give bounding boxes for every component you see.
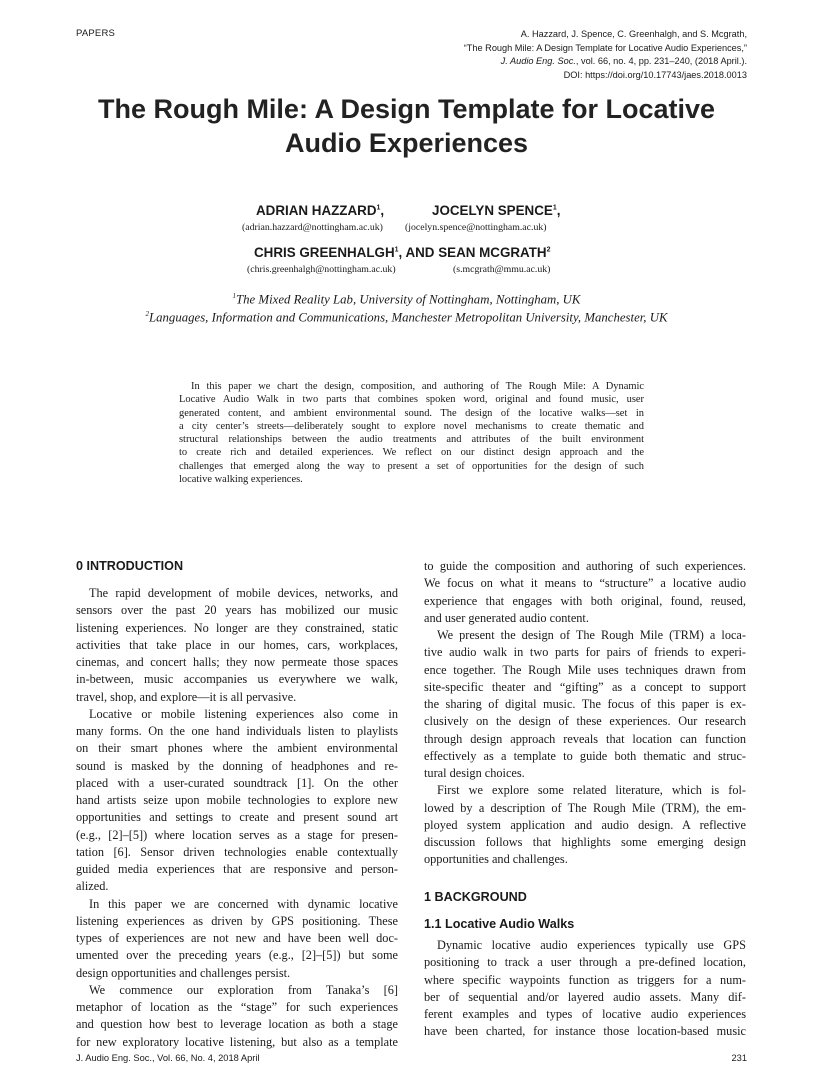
right-column-continued (424, 937, 746, 1041)
left-column (76, 558, 398, 1051)
text-line: Locative or mobile listening experiences also come in (89, 706, 398, 721)
paper-title-line1: The Rough Mile: A Design Template for Locative (97, 94, 716, 124)
text-line: listening experiences. No longer are they constrained, static (76, 620, 398, 635)
author-email-3: (chris.greenhalgh@nottingham.ac.uk) (247, 264, 396, 275)
text-line: opportunities and challenges. (424, 852, 568, 867)
text-line: umented over the preceding years (e.g., [2]–[5]) but some (76, 948, 398, 963)
abstract-line: a city center’s streets—deliberately sought to explore novel mechanisms to create thematic and (179, 420, 644, 432)
text-line: lowed by a description of The Rough Mile (TRM), the em- (424, 800, 746, 815)
affiliation-1: $^1$The Mixed Reality Lab, University of Nottingham, Nottingham, UK (232, 292, 581, 307)
subsection-heading-locative-audio-walks: 1.1 Locative Audio Walks (424, 917, 575, 931)
affiliation-2: $^2$Languages, Information and Communications, Manchester Metropolitan University, Manchester, UK (145, 310, 668, 325)
page-number: 231 (731, 1053, 747, 1063)
abstract-line: Locative Audio Walk in two parts that combines spoken word, original and found music, user (179, 394, 644, 406)
text-line: for new exploratory locative listening, but also as a template (76, 1034, 398, 1049)
text-line: cinemas, and concert halls; they now permeate those spaces (76, 655, 398, 669)
author-email-4: (s.mcgrath@mmu.ac.uk) (453, 264, 551, 275)
citation-source (464, 55, 747, 69)
text-line: tural design choices. (424, 766, 525, 780)
text-line: listening experiences as driven by GPS positioning. These (76, 913, 398, 928)
text-line: ber of sequential and/or layered audio assets. Many dif- (424, 989, 746, 1004)
text-line: ployed system application and audio design. A reflective (424, 817, 746, 832)
text-line: experience that engages with both original, found, reused, (424, 593, 746, 608)
author-email-1: (adrian.hazzard@nottingham.ac.uk) (242, 222, 383, 233)
paper-title-line2: Audio Experiences (284, 128, 529, 158)
abstract-line: In this paper we chart the design, composition, and authoring of The Rough Mile: A Dynamic (191, 381, 644, 392)
text-line: guided media experiences that are responsive and person- (76, 862, 398, 876)
doi-link[interactable]: DOI: https://doi.org/10.17743/jaes.2018.0013 (563, 69, 747, 80)
right-column (424, 558, 746, 869)
citation-block (464, 28, 747, 82)
author-name-2: JOCELYN SPENCE$^1$, (432, 203, 561, 218)
footer-journal: J. Audio Eng. Soc., Vol. 66, No. 4, 2018 April (76, 1053, 260, 1063)
text-line: the sharing of digital music. The focus of this paper is ex- (424, 697, 746, 711)
text-line: have been charted, for instance those location-based music (424, 1024, 746, 1039)
text-line: Dynamic locative audio experiences typically use GPS (437, 938, 746, 952)
text-line: through design approach reveals that location can function (424, 731, 746, 746)
text-line: types of experiences are not new and have been well doc- (76, 931, 398, 945)
abstract-line: locative walking experiences. (179, 473, 303, 485)
text-line: in-between, music accompanies us everywhere we walk, (76, 672, 398, 687)
text-line: We commence our exploration from Tanaka’s [6] (89, 982, 398, 997)
text-line: positioning to track a user through a pre-defined location, (424, 955, 746, 970)
citation-title: “The Rough Mile: A Design Template for Locative Audio Experiences,” (463, 42, 747, 53)
text-line: and user generated audio content. (424, 610, 589, 625)
text-line: tive audio walk in two parts for pairs of friends to experi- (424, 645, 746, 660)
text-line: First we explore some related literature, which is fol- (437, 783, 746, 798)
text-line: sound is masked by the donning of headphones and re- (76, 758, 398, 773)
paragraph (424, 782, 746, 868)
paper-title (0, 92, 813, 160)
section-heading-background: 1 BACKGROUND (424, 890, 527, 904)
text-line: on their smart phones where the ambient environmental (76, 741, 398, 756)
text-line: clusively on the design of these experiences. Our research (424, 714, 746, 729)
paragraph (424, 558, 746, 627)
text-line: ence together. The Rough Mile uses techniques drawn from (424, 662, 746, 677)
citation-details: , vol. 66, no. 4, pp. 231–240, (2018 April.). (575, 56, 747, 66)
paragraph (76, 982, 398, 1051)
author-name-3-4: CHRIS GREENHALGH$^1$, AND SEAN MCGRATH$^2$ (254, 245, 551, 260)
text-line: design opportunities and challenges persist. (76, 965, 291, 980)
text-line: where specific waypoints function as triggers for a num- (424, 972, 746, 987)
text-line: metaphor of location as the “stage” for such experiences (76, 1000, 398, 1014)
text-line: placed with a user-curated soundtrack [1]. On the other (76, 775, 398, 790)
abstract-line: structural relationships between the audio treatments and attributes of the built environment (179, 434, 644, 445)
text-line: to guide the composition and authoring of such experiences. (424, 559, 746, 573)
paragraph (76, 585, 398, 706)
abstract-line: generated content, and ambient environmental sound. The design of the locative walks—set in (179, 407, 644, 419)
text-line: alized. (76, 879, 109, 894)
text-line: discussion follows that highlights some emerging design (424, 835, 746, 849)
text-line: ferent examples and types of locative audio experiences (424, 1007, 746, 1021)
text-line: (e.g., [2]–[5]) where location serves as a stage for presen- (76, 827, 398, 842)
text-line: We present the design of The Rough Mile (TRM) a loca- (437, 628, 746, 642)
text-line: hand artists seize upon mobile technologies to explore new (76, 793, 398, 807)
text-line: opportunities and settings to create and present sound art (76, 810, 398, 825)
paragraph (76, 896, 398, 982)
abstract-line: to create rich and detailed experiences. We reflect on our distinct design approach and the (179, 447, 644, 459)
citation-journal: J. Audio Eng. Soc. (500, 56, 576, 66)
abstract (179, 380, 644, 486)
abstract-line: challenges that emerged along the way to present a set of opportunities for the design of such (179, 460, 644, 472)
text-line: effectively as a template to guide both thematic and struc- (424, 748, 746, 763)
text-line: sensors over the past 20 years has mobilized our music (76, 603, 398, 618)
author-email-2: (jocelyn.spence@nottingham.ac.uk) (405, 222, 547, 233)
section-heading-introduction: 0 INTRODUCTION (76, 559, 184, 573)
section-label: PAPERS (76, 28, 116, 39)
citation-authors: A. Hazzard, J. Spence, C. Greenhalgh, and S. Mcgrath, (520, 29, 747, 39)
text-line: travel, shop, and explore—it is all pervasive. (76, 689, 297, 704)
text-line: site-specific theater and “gifting” as a concept to support (424, 679, 746, 694)
text-line: many forms. On the one hand individuals listen to playlists (76, 724, 398, 738)
text-line: We focus on what it means to “structure” a locative audio (424, 576, 746, 591)
paragraph (76, 706, 398, 896)
paragraph (424, 627, 746, 782)
author-name-1: ADRIAN HAZZARD$^1$, (256, 203, 385, 218)
text-line: and question how best to leverage location as both a stage (76, 1017, 398, 1032)
text-line: tation [6]. Sensor driven technologies enable contextually (76, 844, 398, 859)
text-line: In this paper we are concerned with dynamic locative (89, 896, 398, 911)
text-line: activities that take place in our homes, cars, workplaces, (76, 637, 398, 652)
text-line: The rapid development of mobile devices, networks, and (89, 586, 398, 600)
